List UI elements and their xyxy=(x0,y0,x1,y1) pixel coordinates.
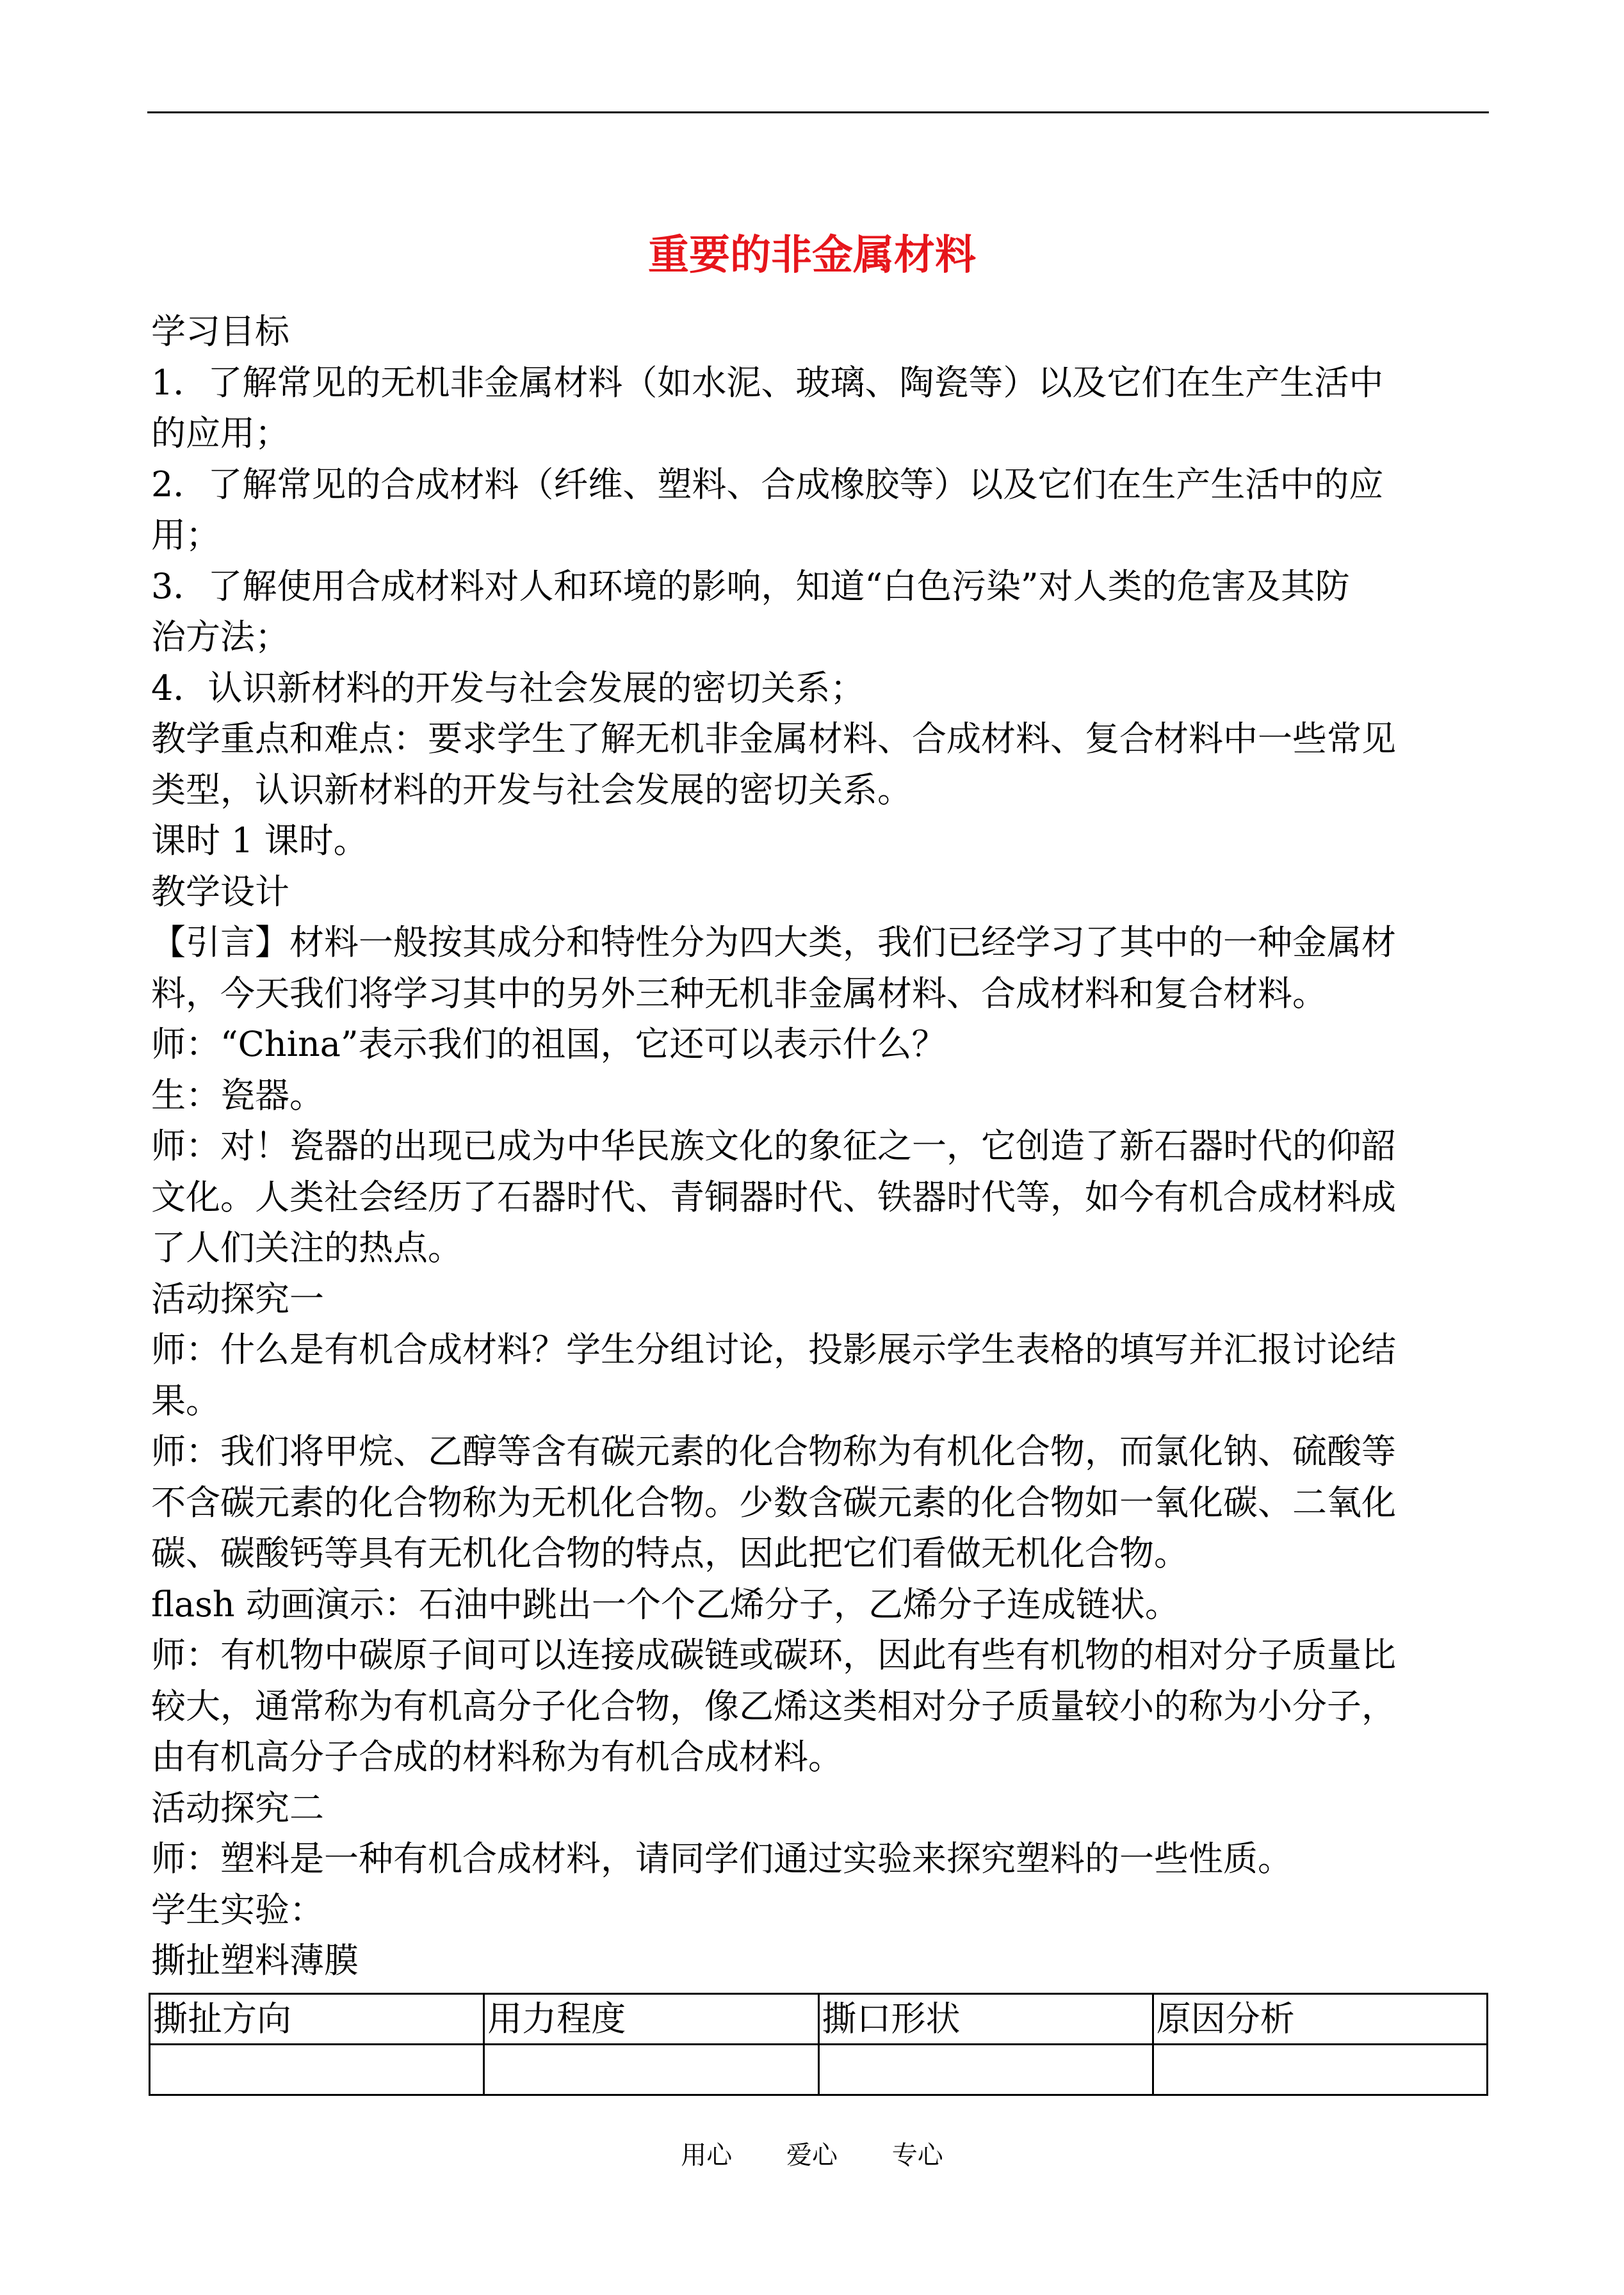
body-line: 不含碳元素的化合物称为无机化合物。少数含碳元素的化合物如一氧化碳、二氧化 xyxy=(151,1482,1396,1523)
body-line: 师：对！瓷器的出现已成为中华民族文化的象征之一，它创造了新石器时代的仰韶 xyxy=(151,1126,1396,1166)
body-line: 生：瓷器。 xyxy=(151,1075,324,1115)
section-heading-objectives: 学习目标 xyxy=(151,311,289,352)
section-heading-activity-2: 活动探究二 xyxy=(151,1787,324,1828)
body-line: 料，今天我们将学习其中的另外三种无机非金属材料、合成材料和复合材料。 xyxy=(151,973,1327,1014)
body-line: 课时 1 课时。 xyxy=(151,820,368,861)
footer-text: 专心 xyxy=(891,2141,943,2170)
body-line: 用； xyxy=(151,515,220,555)
table-header-cell: 撕口形状 xyxy=(818,1994,1153,2045)
body-line: 文化。人类社会经历了石器时代、青铜器时代、铁器时代等，如今有机合成材料成 xyxy=(151,1176,1396,1217)
table-cell xyxy=(150,2045,484,2095)
document-body xyxy=(151,306,1490,1986)
table-header-cell: 用力程度 xyxy=(484,1994,818,2045)
table-row xyxy=(150,2045,1488,2095)
body-line: 2．了解常见的合成材料（纤维、塑料、合成橡胶等）以及它们在生产生活中的应 xyxy=(151,464,1384,505)
body-line: 教学重点和难点：要求学生了解无机非金属材料、合成材料、复合材料中一些常见 xyxy=(151,718,1396,759)
body-line: 学生实验： xyxy=(151,1889,324,1930)
body-line: 较大，通常称为有机高分子化合物，像乙烯这类相对分子质量较小的称为小分子， xyxy=(151,1685,1396,1726)
body-line: 4．认识新材料的开发与社会发展的密切关系； xyxy=(151,667,865,708)
header-rule xyxy=(147,111,1489,113)
body-line: 3．了解使用合成材料对人和环境的影响，知道“白色污染”对人类的危害及其防 xyxy=(151,565,1350,606)
section-heading-design: 教学设计 xyxy=(151,871,289,912)
body-line: 的应用； xyxy=(151,413,289,453)
page-footer xyxy=(0,2137,1624,2173)
body-line: 撕扯塑料薄膜 xyxy=(151,1940,359,1981)
table-cell xyxy=(1153,2045,1487,2095)
body-line: 1．了解常见的无机非金属材料（如水泥、玻璃、陶瓷等）以及它们在生产生活中 xyxy=(151,362,1384,403)
body-line: 师：有机物中碳原子间可以连接成碳链或碳环，因此有些有机物的相对分子质量比 xyxy=(151,1635,1396,1675)
body-line: 类型，认识新材料的开发与社会发展的密切关系。 xyxy=(151,769,912,810)
body-line: 由有机高分子合成的材料称为有机合成材料。 xyxy=(151,1737,843,1777)
table-cell xyxy=(818,2045,1153,2095)
table-cell xyxy=(484,2045,818,2095)
table-header-cell: 原因分析 xyxy=(1153,1994,1487,2045)
footer-text: 用心 xyxy=(681,2141,733,2170)
table-header-cell: 撕扯方向 xyxy=(150,1994,484,2045)
body-line: 师：“China”表示我们的祖国，它还可以表示什么？ xyxy=(151,1024,946,1064)
table-header-row xyxy=(150,1994,1488,2045)
footer-text: 爱心 xyxy=(786,2141,838,2170)
body-line: 果。 xyxy=(151,1380,220,1421)
body-line: 师：我们将甲烷、乙醇等含有碳元素的化合物称为有机化合物，而氯化钠、硫酸等 xyxy=(151,1431,1396,1472)
body-line: 了人们关注的热点。 xyxy=(151,1228,462,1268)
section-heading-activity-1: 活动探究一 xyxy=(151,1278,324,1319)
experiment-table xyxy=(149,1993,1488,2096)
body-line: 碳、碳酸钙等具有无机化合物的特点，因此把它们看做无机化合物。 xyxy=(151,1533,1189,1573)
body-line: 师：什么是有机合成材料？学生分组讨论，投影展示学生表格的填写并汇报讨论结 xyxy=(151,1329,1396,1370)
document-title: 重要的非金属材料 xyxy=(648,232,976,279)
body-line: 治方法； xyxy=(151,617,289,657)
body-line: flash 动画演示：石油中跳出一个个乙烯分子，乙烯分子连成链状。 xyxy=(151,1584,1180,1625)
body-line: 师：塑料是一种有机合成材料，请同学们通过实验来探究塑料的一些性质。 xyxy=(151,1838,1292,1879)
body-line: 【引言】材料一般按其成分和特性分为四大类，我们已经学习了其中的一种金属材 xyxy=(151,922,1396,962)
